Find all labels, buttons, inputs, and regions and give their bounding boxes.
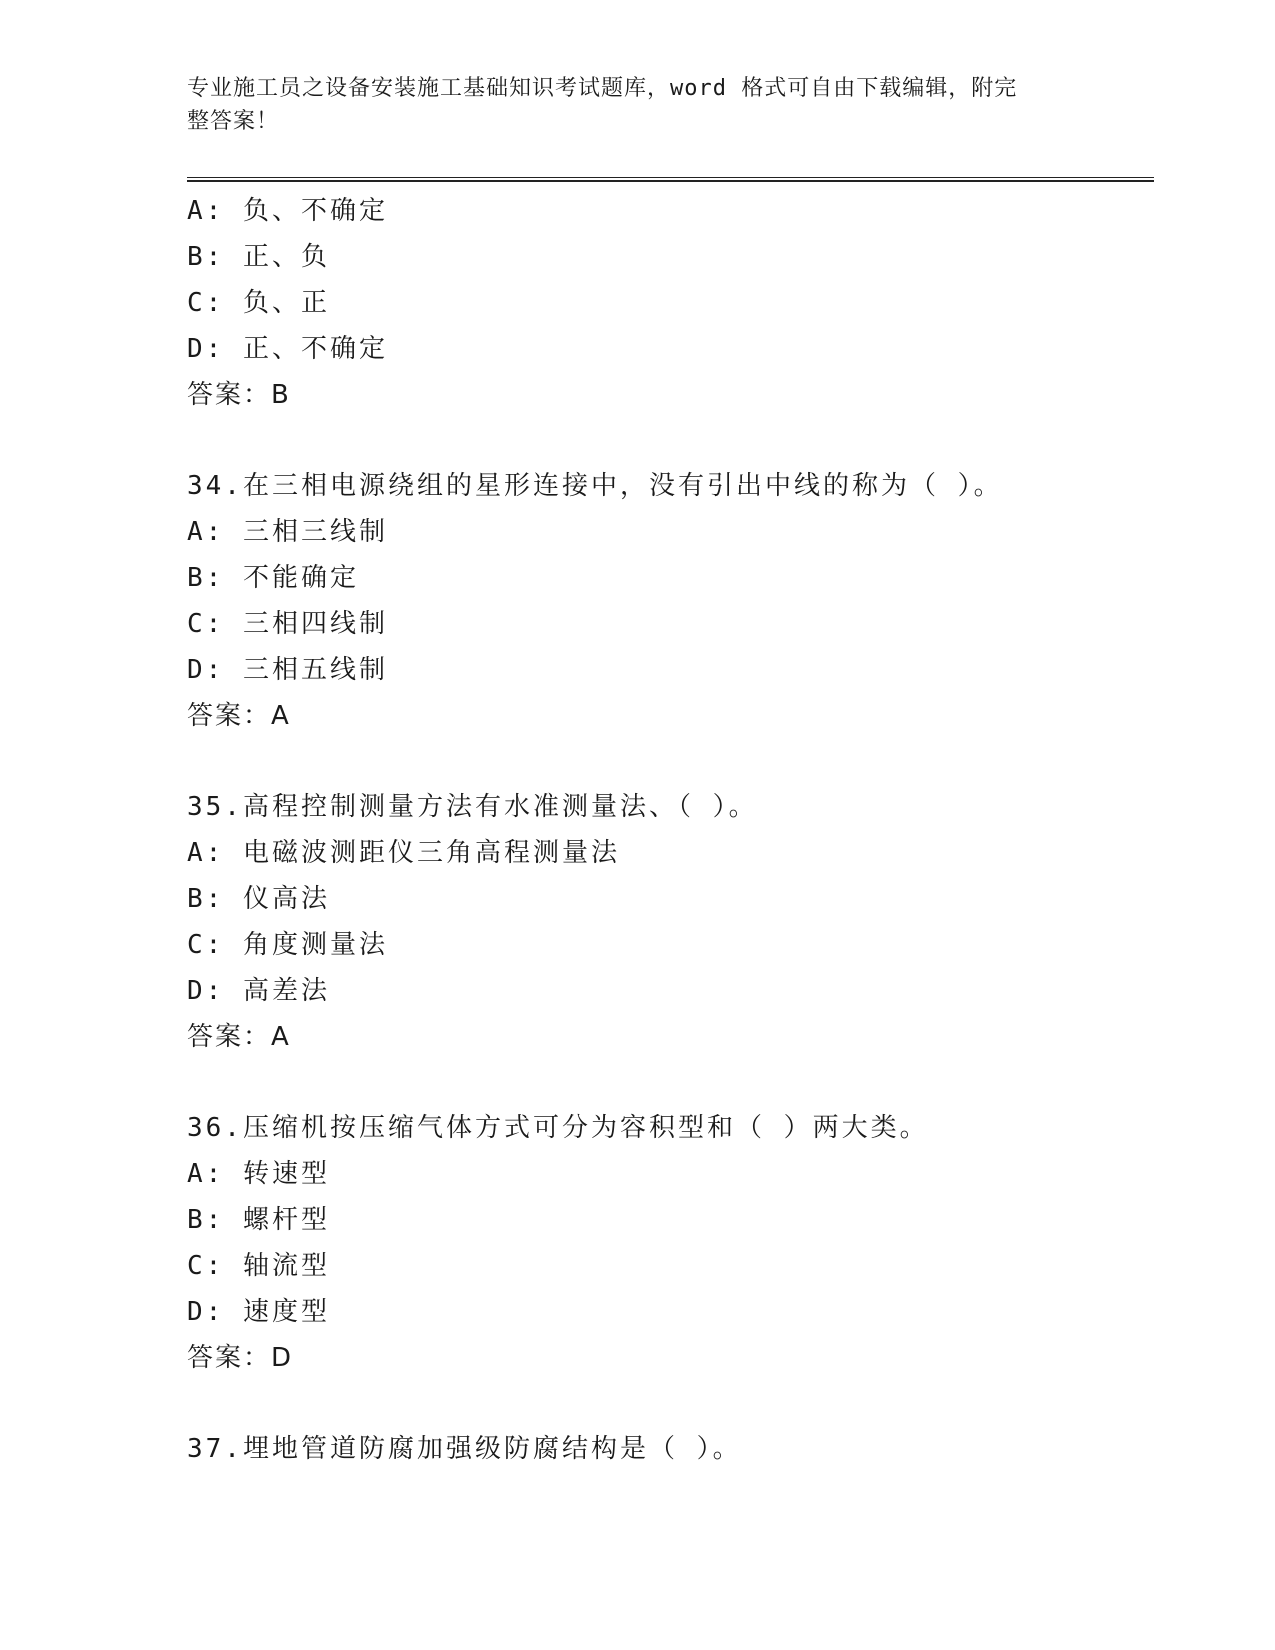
answer-line: 答案：B xyxy=(187,380,291,410)
question-text: 37.埋地管道防腐加强级防腐结构是（ ）。 xyxy=(187,1434,742,1464)
question-block-33 xyxy=(187,188,1154,418)
answer-line: 答案：D xyxy=(187,1343,294,1373)
question-text: 35.高程控制测量方法有水准测量法、（ ）。 xyxy=(187,792,758,822)
option-d: D: 三相五线制 xyxy=(187,655,388,685)
option-d: D: 速度型 xyxy=(187,1297,330,1327)
option-c: C: 三相四线制 xyxy=(187,609,388,639)
option-d: D: 高差法 xyxy=(187,976,330,1006)
question-list xyxy=(187,188,1154,1472)
option-b: B: 正、负 xyxy=(187,242,330,272)
option-d: D: 正、不确定 xyxy=(187,334,388,364)
answer-line: 答案：A xyxy=(187,701,291,731)
question-block-34 xyxy=(187,463,1154,739)
header-line-1: 专业施工员之设备安装施工基础知识考试题库，word 格式可自由下载编辑，附完 xyxy=(187,76,1018,101)
header-divider xyxy=(187,177,1154,182)
document-header xyxy=(187,72,1067,138)
question-block-36 xyxy=(187,1105,1154,1381)
answer-line: 答案：A xyxy=(187,1022,291,1052)
option-a: A: 三相三线制 xyxy=(187,517,388,547)
option-b: B: 螺杆型 xyxy=(187,1205,330,1235)
question-text: 36.压缩机按压缩气体方式可分为容积型和（ ）两大类。 xyxy=(187,1113,929,1143)
option-a: A: 负、不确定 xyxy=(187,196,388,226)
question-text: 34.在三相电源绕组的星形连接中，没有引出中线的称为（ ）。 xyxy=(187,471,1003,501)
question-block-35 xyxy=(187,784,1154,1060)
option-b: B: 不能确定 xyxy=(187,563,359,593)
question-block-37 xyxy=(187,1426,1154,1472)
option-b: B: 仪高法 xyxy=(187,884,330,914)
option-a: A: 电磁波测距仪三角高程测量法 xyxy=(187,838,620,868)
option-c: C: 轴流型 xyxy=(187,1251,330,1281)
header-line-2: 整答案！ xyxy=(187,109,280,134)
option-c: C: 负、正 xyxy=(187,288,330,318)
option-a: A: 转速型 xyxy=(187,1159,330,1189)
option-c: C: 角度测量法 xyxy=(187,930,388,960)
